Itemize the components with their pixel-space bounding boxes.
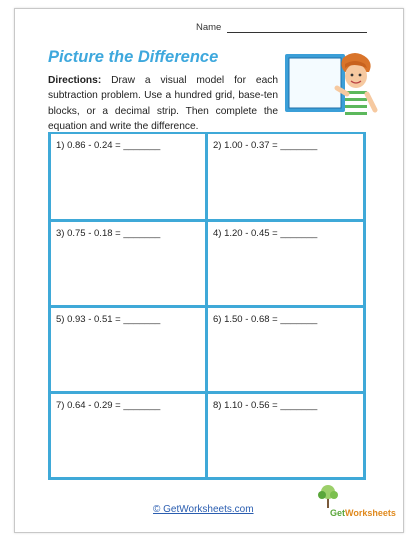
problem-box[interactable]	[207, 220, 364, 306]
directions-label: Directions:	[48, 75, 102, 86]
problem-grid	[48, 132, 366, 480]
logo-part-worksheets: Worksheets	[345, 508, 396, 518]
problem-box[interactable]	[50, 306, 207, 392]
getworksheets-link[interactable]: © GetWorksheets.com	[153, 504, 254, 515]
problem-text: 5) 0.93 - 0.51 = _______	[56, 314, 161, 325]
problem-box[interactable]	[207, 134, 364, 220]
problem-text: 8) 1.10 - 0.56 = _______	[213, 400, 318, 411]
problem-text: 7) 0.64 - 0.29 = _______	[56, 400, 161, 411]
problem-box[interactable]	[50, 392, 207, 478]
directions-paragraph	[48, 73, 278, 135]
problem-box[interactable]	[50, 134, 207, 220]
problem-text: 6) 1.50 - 0.68 = _______	[213, 314, 318, 325]
logo-wordmark	[330, 508, 396, 518]
name-field-row	[196, 22, 367, 33]
directions-text: Draw a visual model for each subtraction problem. Use a hundred grid, base-ten blocks, or a decimal strip. Then complete the equation and write the difference.	[48, 75, 278, 133]
logo-part-get: Get	[330, 508, 346, 518]
problem-box[interactable]	[207, 392, 364, 478]
problem-text: 4) 1.20 - 0.45 = _______	[213, 228, 318, 239]
worksheet-title: Picture the Difference	[48, 48, 219, 66]
name-label: Name	[196, 22, 222, 33]
boy-whiteboard-illustration	[283, 48, 378, 130]
problem-text: 3) 0.75 - 0.18 = _______	[56, 228, 161, 239]
name-blank-line[interactable]	[227, 22, 367, 33]
problem-box[interactable]	[50, 220, 207, 306]
problem-text: 1) 0.86 - 0.24 = _______	[56, 140, 161, 151]
problem-box[interactable]	[207, 306, 364, 392]
problem-text: 2) 1.00 - 0.37 = _______	[213, 140, 318, 151]
